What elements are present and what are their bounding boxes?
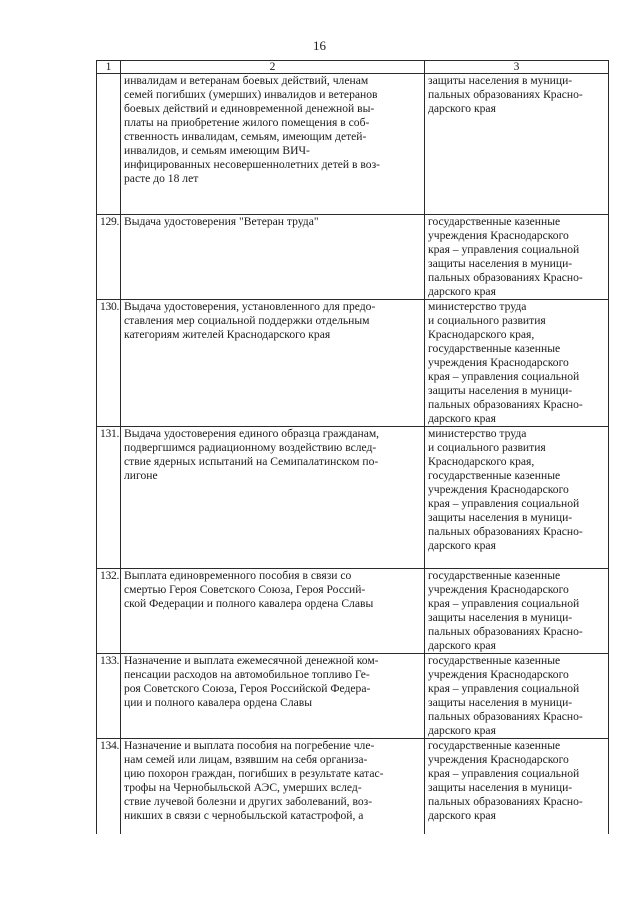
- service-text: Назначение и выплата ежемесячной денежной ком- пенсации расходов на автомобильное топливо Ге- роя Советского Союза, Героя Российской Федера- ции и полного кавалера ордена Славы: [124, 654, 379, 709]
- row-number-text: 130.: [100, 300, 120, 313]
- column-header-3: 3: [425, 61, 609, 74]
- authority-cell: [425, 654, 609, 739]
- row-number: [97, 654, 121, 739]
- table-row: [97, 654, 609, 739]
- service-text: Выдача удостоверения единого образца гражданам, подвергшимся радиационному воздействию вслед- ствие ядерных испытаний на Семипалатинском по- лигоне: [124, 427, 380, 482]
- row-number-text: 133.: [100, 654, 120, 667]
- service-text: Назначение и выплата пособия на погребение чле- нам семей или лицам, взявшим на себя организа- цию похорон граждан, погибших в результате катас- трофы на Чернобыльской АЭС, умерших вслед- ствие лучевой болезни и других заболеваний, воз- никших в связи с чернобыльской катастрофой, а: [124, 739, 384, 822]
- page-number: 16: [313, 38, 326, 53]
- table-row: [97, 215, 609, 300]
- service-text: Выдача удостоверения "Ветеран труда": [124, 215, 319, 228]
- authority-cell: [425, 739, 609, 835]
- row-number: [97, 300, 121, 427]
- service-text: инвалидам и ветеранам боевых действий, членам семей погибших (умерших) инвалидов и ветеранов боевых действий и единовременной денежной вы- платы на приобретение жилого помещения в соб- ственность инвалидам, семьям, имеющим детей- инвалидов, и семьям имеющим ВИЧ- инфицированных несовершеннолетних детей в воз- расте до 18 лет: [124, 74, 381, 185]
- service-cell: [121, 739, 425, 835]
- table-row: [97, 739, 609, 835]
- column-header-2: 2: [121, 61, 425, 74]
- authority-text: государственные казенные учреждения Краснодарского края – управления социальной защиты населения в муници- пальных образованиях Красно- дарского края: [428, 569, 583, 652]
- service-cell: [121, 569, 425, 654]
- service-cell: [121, 654, 425, 739]
- table-header: [97, 61, 609, 74]
- row-number-text: 129.: [100, 215, 120, 228]
- authority-cell: [425, 215, 609, 300]
- service-cell: [121, 74, 425, 215]
- table-row: [97, 569, 609, 654]
- row-number: [97, 739, 121, 835]
- authority-cell: [425, 74, 609, 215]
- service-text: Выдача удостоверения, установленного для предо- ставления мер социальной поддержки отдельным категориям жителей Краснодарского края: [124, 300, 376, 341]
- service-text: Выплата единовременного пособия в связи со смертью Героя Советского Союза, Героя Россий- ской Федерации и полного кавалера ордена Славы: [124, 569, 374, 610]
- table-row: [97, 300, 609, 427]
- service-cell: [121, 215, 425, 300]
- authority-text: государственные казенные учреждения Краснодарского края – управления социальной защиты населения в муници- пальных образованиях Красно- дарского края: [428, 739, 583, 822]
- row-number: [97, 215, 121, 300]
- table-row: [97, 427, 609, 569]
- row-number-text: 132.: [100, 569, 120, 582]
- authority-text: государственные казенные учреждения Краснодарского края – управления социальной защиты населения в муници- пальных образованиях Красно- дарского края: [428, 654, 583, 737]
- table-row: [97, 74, 609, 215]
- row-number-text: 131.: [100, 427, 120, 440]
- services-table: [96, 60, 609, 834]
- authority-text: государственные казенные учреждения Краснодарского края – управления социальной защиты населения в муници- пальных образованиях Красно- дарского края: [428, 215, 583, 298]
- column-header-1: 1: [97, 61, 121, 74]
- row-number-text: 134.: [100, 739, 120, 752]
- authority-cell: [425, 300, 609, 427]
- service-cell: [121, 427, 425, 569]
- row-number: [97, 427, 121, 569]
- authority-text: министерство труда и социального развития Краснодарского края, государственные казенные учреждения Краснодарского края – управления социальной защиты населения в муници- пальных образованиях Красно- дарского края: [428, 300, 583, 425]
- authority-text: защиты населения в муници- пальных образованиях Красно- дарского края: [428, 74, 583, 115]
- authority-cell: [425, 427, 609, 569]
- authority-cell: [425, 569, 609, 654]
- row-number: [97, 569, 121, 654]
- authority-text: министерство труда и социального развития Краснодарского края, государственные казенные учреждения Краснодарского края – управления социальной защиты населения в муници- пальных образованиях Красно- дарского края: [428, 427, 583, 552]
- row-number: [97, 74, 121, 215]
- service-cell: [121, 300, 425, 427]
